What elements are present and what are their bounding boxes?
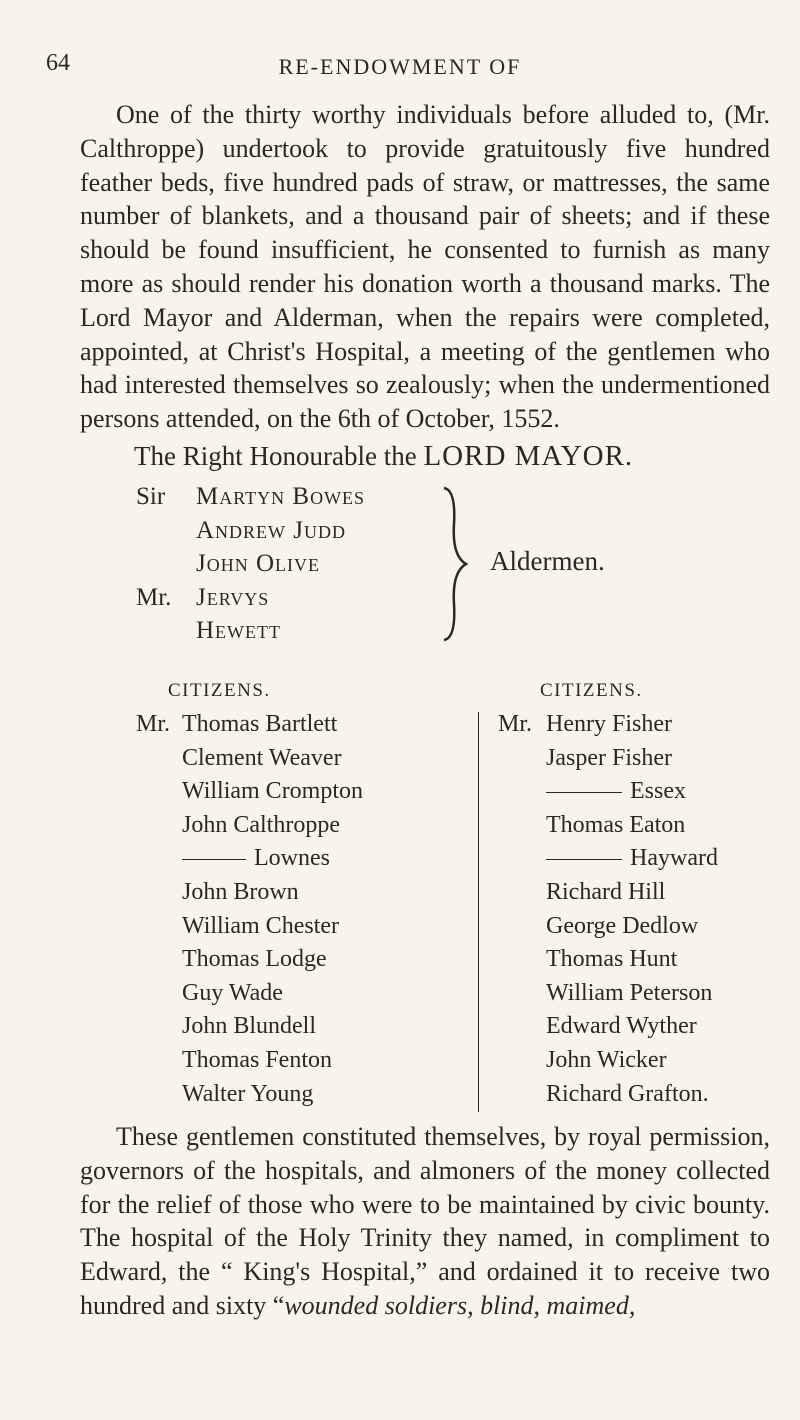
person-name: Thomas Hunt bbox=[546, 946, 678, 973]
citizen-row bbox=[136, 910, 436, 944]
lord-mayor-prefix: The Right Honourable the bbox=[134, 441, 417, 471]
alderman-row bbox=[136, 581, 436, 615]
person-name: William Peterson bbox=[546, 979, 713, 1006]
citizen-row bbox=[498, 1010, 788, 1044]
citizen-row bbox=[498, 1044, 788, 1078]
citizen-row bbox=[136, 943, 436, 977]
name-prefix: Mr. bbox=[136, 583, 172, 611]
closing-paragraph bbox=[80, 1120, 770, 1323]
person-name: Guy Wade bbox=[182, 979, 283, 1006]
person-name: Essex bbox=[546, 775, 686, 809]
alderman-row bbox=[136, 480, 436, 514]
closing-paragraph-text: These gentlemen constituted themselves, by royal permission, governors of the hospitals, and almoners of the money collected for the relief of those who were to be maintained by civic bounty. The hospital of the Holy Trinity they named, in compliment to Edward, the “ King's Hospital,” and ordained it to receive two hundred and sixty “ bbox=[80, 1122, 770, 1320]
citizen-row bbox=[498, 876, 788, 910]
person-name: Edward Wyther bbox=[546, 1013, 697, 1040]
citizens-heading-right: CITIZENS. bbox=[540, 680, 643, 701]
page-number: 64 bbox=[46, 50, 70, 76]
person-name: Thomas Fenton bbox=[182, 1046, 332, 1073]
person-name: Walter Young bbox=[182, 1080, 314, 1107]
citizen-row bbox=[136, 1078, 436, 1112]
aldermen-label: Aldermen. bbox=[490, 546, 605, 576]
citizen-row bbox=[498, 910, 788, 944]
closing-paragraph-italic: wounded soldiers, blind, maimed, bbox=[284, 1290, 636, 1320]
person-name: Clement Weaver bbox=[182, 744, 342, 771]
person-name: Lownes bbox=[182, 842, 330, 876]
aldermen-brace bbox=[440, 484, 480, 644]
aldermen-list bbox=[136, 480, 436, 648]
name-prefix: Mr. bbox=[136, 711, 171, 737]
person-name: Thomas Bartlett bbox=[182, 711, 338, 737]
person-name: Hewett bbox=[196, 617, 282, 645]
person-name: Jervys bbox=[196, 583, 270, 611]
person-name: Richard Grafton. bbox=[546, 1080, 709, 1107]
citizen-row bbox=[498, 977, 788, 1011]
person-name: John Calthroppe bbox=[182, 811, 340, 838]
citizens-column-right bbox=[498, 708, 788, 1111]
person-name: John Brown bbox=[182, 878, 299, 905]
citizen-row bbox=[498, 943, 788, 977]
name-prefix: Sir bbox=[136, 483, 166, 510]
citizen-row bbox=[136, 977, 436, 1011]
citizen-row bbox=[136, 742, 436, 776]
citizens-heading-left: CITIZENS. bbox=[168, 680, 271, 701]
citizens-column-left bbox=[136, 708, 436, 1111]
citizen-row bbox=[136, 708, 436, 742]
person-name: Henry Fisher bbox=[546, 711, 672, 737]
person-name: John Blundell bbox=[182, 1013, 317, 1040]
citizen-row bbox=[498, 708, 788, 742]
citizen-row bbox=[136, 809, 436, 843]
citizen-row bbox=[136, 775, 436, 809]
intro-paragraph: One of the thirty worthy individuals before alluded to, (Mr. Calthroppe) undertook to provide gratuitously five hundred feather beds, five hundred pads of straw, or mattresses, the same number of blankets, and a thousand pair of sheets; and if these should be found insufficient, he consented to furnish as many more as should render his donation worth a thousand marks. The Lord Mayor and Alderman, when the repairs were completed, appointed, at Christ's Hospital, a meeting of the gentlemen who had interested themselves so zealously; when the undermentioned persons attended, on the 6th of October, 1552. bbox=[80, 100, 770, 434]
person-name: George Dedlow bbox=[546, 912, 699, 939]
alderman-row bbox=[136, 547, 436, 581]
citizen-row bbox=[498, 1078, 788, 1112]
lord-mayor-line bbox=[134, 440, 633, 473]
alderman-row bbox=[136, 614, 436, 648]
alderman-row bbox=[136, 514, 436, 548]
citizen-row bbox=[498, 742, 788, 776]
person-name: Richard Hill bbox=[546, 878, 666, 905]
person-name: Thomas Lodge bbox=[182, 946, 327, 973]
person-name: William Crompton bbox=[182, 778, 364, 805]
person-name: John Olive bbox=[196, 550, 321, 578]
page-header bbox=[0, 50, 800, 90]
citizen-row bbox=[498, 842, 788, 876]
person-name: Jasper Fisher bbox=[546, 744, 672, 771]
person-name: Thomas Eaton bbox=[546, 811, 686, 838]
person-name: Hayward bbox=[546, 842, 718, 876]
citizen-row bbox=[136, 1010, 436, 1044]
column-divider bbox=[478, 712, 479, 1112]
citizen-row bbox=[136, 842, 436, 876]
citizen-row bbox=[498, 809, 788, 843]
running-title: RE-ENDOWMENT OF bbox=[278, 54, 522, 79]
name-prefix: Mr. bbox=[498, 711, 533, 737]
citizen-row bbox=[136, 876, 436, 910]
person-name: Martyn Bowes bbox=[196, 483, 366, 510]
citizen-row bbox=[136, 1044, 436, 1078]
lord-mayor-title: LORD MAYOR. bbox=[423, 440, 634, 472]
person-name: John Wicker bbox=[546, 1046, 667, 1073]
person-name: William Chester bbox=[182, 912, 339, 939]
person-name: Andrew Judd bbox=[196, 516, 347, 544]
citizen-row bbox=[498, 775, 788, 809]
